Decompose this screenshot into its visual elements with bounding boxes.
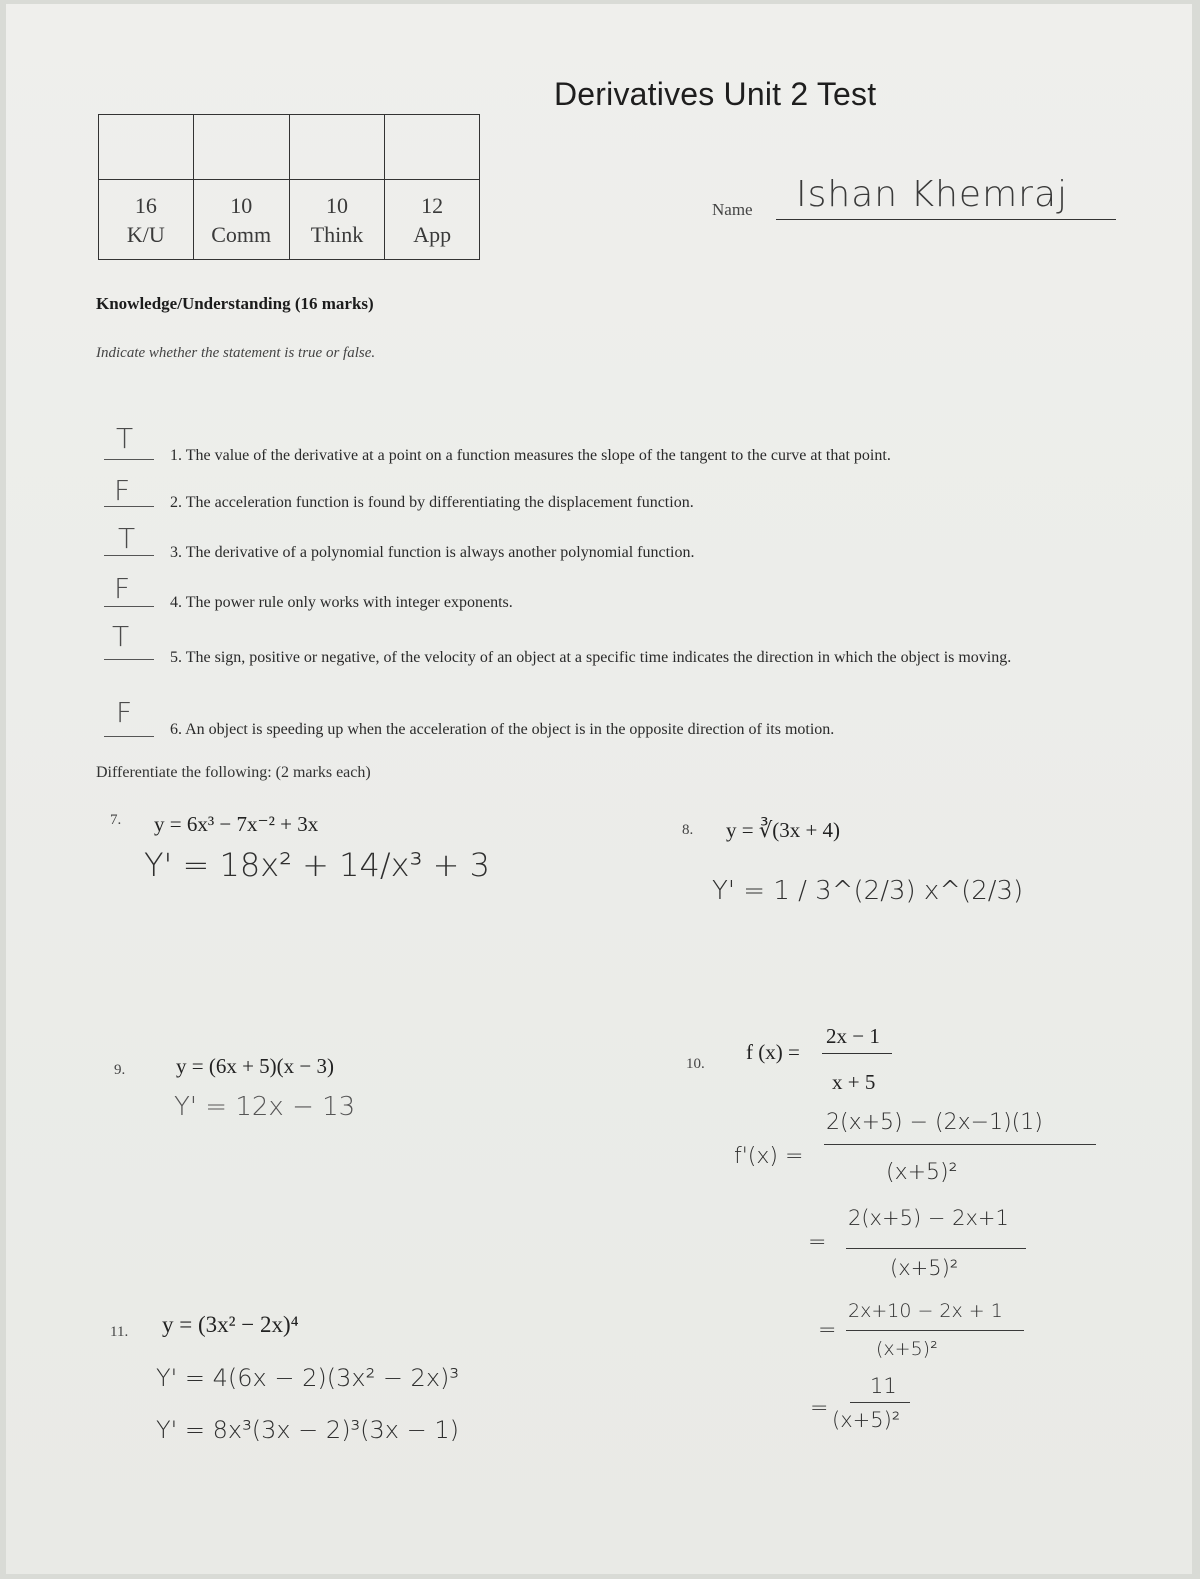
category-app: App: [385, 221, 480, 260]
question-10-numerator: 2x − 1: [826, 1024, 880, 1048]
question-10-denominator: x + 5: [832, 1070, 876, 1094]
statement-2: 2. The acceleration function is found by differentiating the displacement function.: [170, 494, 694, 511]
category-think: Think: [289, 221, 385, 260]
tf-answer-5: T: [112, 620, 130, 653]
statement-1: 1. The value of the derivative at a point on a function measures the slope of the tangent to the curve at that point.: [170, 447, 891, 464]
name-label: Name: [712, 200, 753, 219]
tf-answer-2: F: [114, 474, 131, 507]
total-app: 12: [385, 180, 480, 222]
tf-answer-1: T: [116, 422, 134, 455]
q10-work-lhs-4: =: [810, 1396, 829, 1421]
category-ku: K/U: [99, 221, 194, 260]
q10-work-num-4: 11: [870, 1374, 897, 1398]
work-fraction-bar: [846, 1248, 1026, 1249]
statement-4: 4. The power rule only works with integer exponents.: [170, 594, 513, 611]
statement-5: 5. The sign, positive or negative, of the velocity of an object at a specific time indicates the direction in which the object is moving.: [170, 649, 1012, 666]
q10-work-den-3: (x+5)²: [876, 1338, 938, 1360]
q10-work-lhs-2: =: [808, 1230, 827, 1255]
question-8-answer: Y' = 1 / 3^(2/3) x^(2/3): [712, 876, 1024, 906]
work-fraction-bar: [824, 1144, 1096, 1145]
section-instruction: Indicate whether the statement is true or false.: [96, 345, 376, 361]
q10-work-num-1: 2(x+5) − (2x−1)(1): [826, 1110, 1043, 1135]
question-11-work-2: Y' = 8x³(3x − 2)³(3x − 1): [156, 1416, 460, 1444]
question-11-work-1: Y' = 4(6x − 2)(3x² − 2x)³: [156, 1364, 460, 1392]
score-cell-think: [289, 115, 385, 180]
question-7-answer: Y' = 18x² + 14/x³ + 3: [144, 846, 490, 884]
question-11-equation: y = (3x² − 2x)⁴: [162, 1312, 299, 1337]
score-cell-ku: [99, 115, 194, 180]
q10-work-lhs-3: =: [818, 1318, 837, 1343]
q10-work-num-2: 2(x+5) − 2x+1: [848, 1206, 1009, 1230]
question-number-10: 10.: [686, 1056, 705, 1072]
tf-answer-4: F: [114, 572, 131, 605]
question-number-9: 9.: [114, 1062, 126, 1078]
question-7-equation: y = 6x³ − 7x⁻² + 3x: [154, 812, 319, 836]
question-number-8: 8.: [682, 822, 694, 838]
category-comm: Comm: [193, 221, 289, 260]
question-9-equation: y = (6x + 5)(x − 3): [176, 1054, 335, 1078]
page-title: Derivatives Unit 2 Test: [554, 76, 877, 112]
tf-answer-3: T: [118, 522, 136, 555]
fraction-bar: [822, 1053, 892, 1054]
question-number-11: 11.: [110, 1324, 129, 1340]
statement-3: 3. The derivative of a polynomial function is always another polynomial function.: [170, 544, 695, 561]
q10-work-den-1: (x+5)²: [886, 1160, 958, 1185]
statement-6: 6. An object is speeding up when the acceleration of the object is in the opposite direction of its motion.: [170, 721, 835, 738]
total-comm: 10: [193, 180, 289, 222]
total-ku: 16: [99, 180, 194, 222]
differentiate-heading: Differentiate the following: (2 marks each): [96, 764, 371, 781]
score-cell-comm: [193, 115, 289, 180]
question-8-equation: y = ∛(3x + 4): [726, 818, 841, 842]
question-10-lhs: f (x) =: [746, 1040, 800, 1064]
student-name: Ishan Khemraj: [796, 174, 1069, 215]
score-cell-app: [385, 115, 480, 180]
question-9-answer: Y' = 12x − 13: [174, 1092, 356, 1122]
test-paper: [6, 4, 1192, 1574]
marks-table: [98, 114, 480, 260]
q10-work-lhs-1: f'(x) =: [734, 1144, 804, 1169]
q10-work-num-3: 2x+10 − 2x + 1: [848, 1300, 1003, 1322]
section-heading: Knowledge/Understanding (16 marks): [96, 294, 374, 313]
work-fraction-bar: [850, 1402, 910, 1403]
work-fraction-bar: [846, 1330, 1024, 1331]
total-think: 10: [289, 180, 385, 222]
q10-work-den-4: (x+5)²: [832, 1408, 901, 1432]
tf-answer-6: F: [116, 696, 133, 729]
name-line: [776, 219, 1116, 220]
q10-work-den-2: (x+5)²: [890, 1256, 959, 1280]
question-number-7: 7.: [110, 812, 122, 828]
